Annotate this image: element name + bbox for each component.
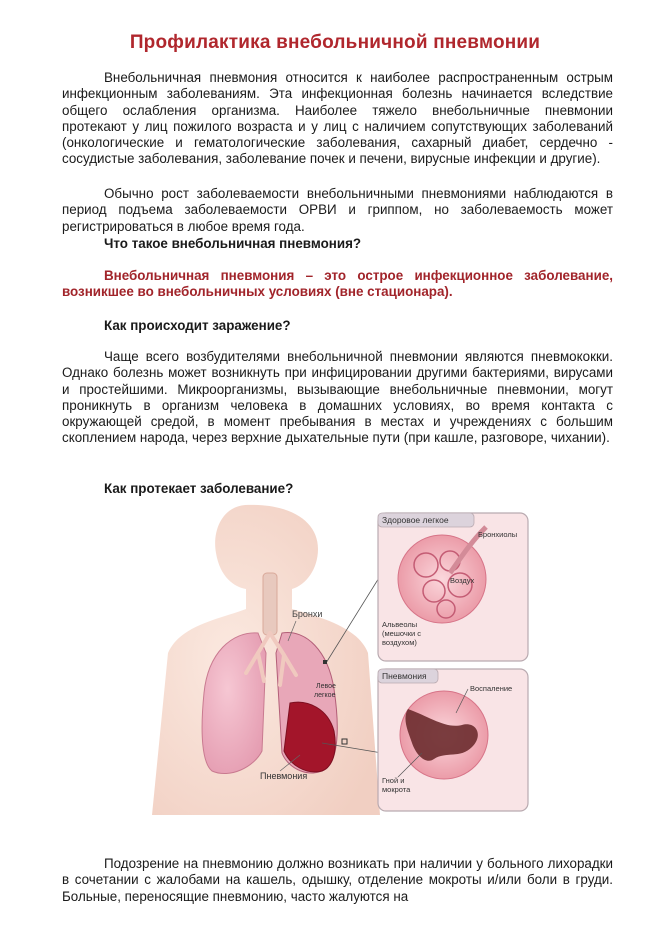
label-left-lung-1: Левое	[316, 683, 336, 690]
healthy-lung-title: Здоровое легкое	[382, 515, 449, 525]
intro-paragraph-2: Обычно рост заболеваемости внебольничными пневмониями наблюдаются в период подъема заболеваемости ОРВИ и гриппом, но заболеваемость может регистрироваться в любое время года.	[62, 186, 613, 234]
label-alveoli: Альвеолы	[382, 620, 418, 629]
lung-illustration	[150, 503, 530, 815]
label-left-lung-2: легкое	[314, 692, 336, 699]
heading-infection: Как происходит заражение?	[104, 318, 291, 333]
label-alveoli-note-1: (мешочки с	[382, 629, 422, 638]
label-inflammation: Воспаление	[470, 684, 513, 693]
lung-diagram	[150, 503, 530, 815]
definition-paragraph: Внебольничная пневмония – это острое инфекционное заболевание, возникшее во внебольничных условиях (вне стационара).	[62, 268, 613, 300]
trachea-shape	[263, 573, 277, 635]
label-pus-2: мокрота	[382, 785, 411, 794]
heading-course: Как протекает заболевание?	[104, 481, 294, 496]
document-title: Профилактика внебольничной пневмонии	[129, 32, 541, 53]
infection-paragraph: Чаще всего возбудителями внебольничной пневмонии являются пневмококки. Однако болезнь может возникнуть при инфицировании другими бактериями, вирусами и простейшими. Микроорганизмы, вызывающие внебольничные пневмонии, могут проникнуть в организм человека в домашних условиях, во время контакта с окружающей средой, в момент пребывания в местах и учреждениях с большим скоплением народа, через верхние дыхательные пути (при кашле, разговоре, чихании).	[62, 349, 613, 446]
intro-paragraph-1: Внебольничная пневмония относится к наиболее распространенным острым инфекционным заболеваниям. Эта инфекционная болезнь начинается вследствие общего ослабления организма. Наиболее тяжело внебольничные пневмонии протекают у лиц пожилого возраста и у лиц с наличием сопутствующих заболеваний (онкологические и гематологические заболевания, сахарный диабет, сердечно - сосудистые заболевания, заболевание почек и печени, вирусные инфекции и другие).	[62, 70, 613, 167]
label-air: Воздух	[450, 576, 475, 585]
label-alveoli-note-2: воздухом)	[382, 638, 417, 647]
label-bronchi: Бронхи	[292, 609, 323, 619]
pneumonia-lung-panel	[378, 669, 528, 811]
label-pus-1: Гной и	[382, 776, 405, 785]
label-bronchioles: Бронхиолы	[478, 530, 518, 539]
heading-what-is: Что такое внебольничная пневмония?	[104, 236, 362, 251]
pneumonia-panel-title: Пневмония	[382, 671, 427, 681]
label-pneumonia: Пневмония	[260, 771, 308, 781]
closing-paragraph: Подозрение на пневмонию должно возникать при наличии у больного лихорадки в сочетании с жалобами на кашель, одышку, отделение мокроты и/или боли в груди. Больные, переносящие пневмонию, часто жалуются на	[62, 856, 613, 904]
healthy-lung-panel	[378, 513, 528, 661]
